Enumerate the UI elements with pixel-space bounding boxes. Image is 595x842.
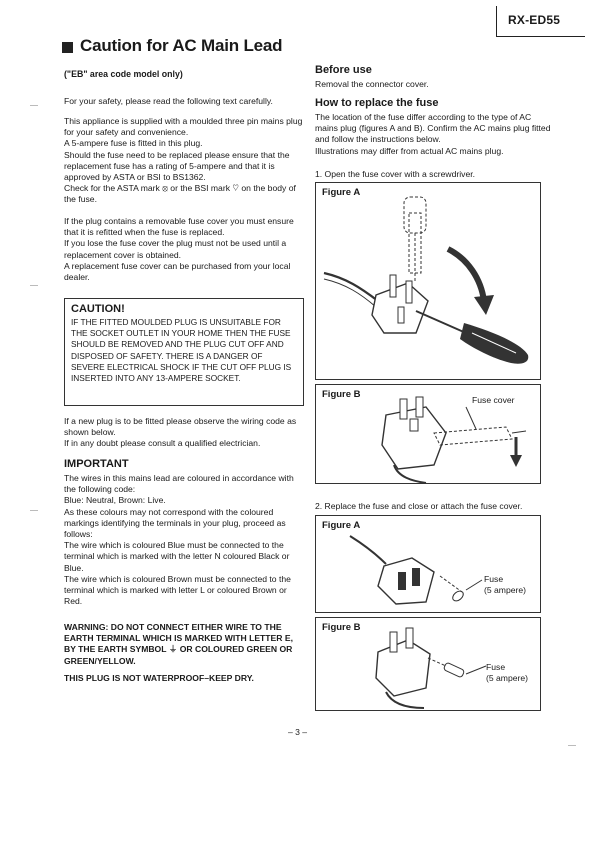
text-line: This appliance is supplied with a moulded three pin mains plug for your safety and convenience.	[64, 116, 303, 138]
page-number: – 3 –	[287, 727, 308, 737]
earth-warning: WARNING: DO NOT CONNECT EITHER WIRE TO THE EARTH TERMINAL WHICH IS MARKED WITH LETTER E, BY THE EARTH SYMBOL ⏚ OR COLOURED GREEN OR GREEN/YELLOW.	[64, 622, 293, 666]
before-use-heading: Before use	[315, 64, 372, 76]
text-line: The wire which is coloured Brown must be connected to the terminal which is marked with letter L or coloured Brown or Red.	[64, 573, 291, 607]
margin-mark	[30, 285, 38, 286]
figure-b-open-cover	[315, 384, 541, 484]
text-line: A 5-ampere fuse is fitted in this plug.	[64, 138, 203, 149]
wiring-code-paragraph	[64, 416, 304, 450]
figure-a-replace-fuse	[315, 515, 541, 613]
text-line: Should the fuse need to be replaced please ensure that the replacement fuse has a rating of 5-ampere and that it is approved by ASTA or BSI to BS1362.	[64, 149, 290, 183]
title-bullet-icon	[62, 42, 73, 53]
callout-line: (5 ampere)	[486, 673, 529, 683]
text-line: If the plug contains a removable fuse cover you must ensure that it is refitted when the fuse is replaced.	[64, 216, 294, 238]
waterproof-notice: THIS PLUG IS NOT WATERPROOF–KEEP DRY.	[64, 673, 254, 683]
figure-label: Figure A	[322, 520, 361, 531]
model-number: RX-ED55	[508, 13, 561, 27]
fuse-callout	[486, 662, 528, 684]
figure-b-replace-fuse	[315, 617, 541, 711]
before-use-text: Removal the connector cover.	[315, 79, 429, 89]
text-line: If you lose the fuse cover the plug must not be used until a replacement cover is obtained.	[64, 238, 287, 260]
callout-line: Fuse	[486, 662, 506, 672]
fuse-cover-callout: Fuse cover	[472, 395, 515, 405]
figure-label: Figure B	[322, 389, 361, 400]
how-to-heading: How to replace the fuse	[315, 97, 439, 109]
important-heading: IMPORTANT	[64, 458, 129, 470]
text-line: If in any doubt please consult a qualified electrician.	[64, 438, 261, 449]
figure-label: Figure B	[322, 622, 361, 633]
caution-box	[64, 298, 304, 406]
margin-mark	[30, 510, 38, 511]
text-line: Illustrations may differ from actual AC mains plug.	[315, 145, 504, 156]
text-line: Check for the ASTA mark ⦻ or the BSI mark ♡ on the body of the fuse.	[64, 183, 296, 205]
area-code-subtitle: ("EB" area code model only)	[64, 69, 183, 79]
caution-title: CAUTION!	[71, 303, 125, 315]
callout-line: (5 ampere)	[484, 585, 527, 595]
caution-text: IF THE FITTED MOULDED PLUG IS UNSUITABLE FOR THE SOCKET OUTLET IN YOUR HOME THEN THE FUSE SHOULD BE REMOVED AND THE PLUG CUT OFF AND DISPOSED OF SAFETY. THERE IS A DANGER OF SEVERE ELECTRICAL SHOCK IF THE CUT OFF PLUG IS INSERTED INTO ANY 13-AMPERE SOCKET.	[71, 317, 292, 384]
text-line: As these colours may not correspond with the coloured markings identifying the terminals in your plug, proceed as follows:	[64, 506, 286, 540]
step-2-text: 2. Replace the fuse and close or attach the fuse cover.	[315, 501, 523, 511]
text-line: The wire which is coloured Blue must be connected to the terminal which is marked with the letter N coloured Black or Blue.	[64, 540, 290, 573]
important-text	[64, 473, 304, 607]
page-title: Caution for AC Main Lead	[80, 36, 283, 55]
text-line: A replacement fuse cover can be purchased from your local dealer.	[64, 260, 291, 283]
intro-text: For your safety, please read the following text carefully.	[64, 96, 273, 106]
text-line: The wires in this mains lead are coloured in accordance with the following code:	[64, 473, 294, 495]
step-1-text: 1. Open the fuse cover with a screwdriver.	[315, 169, 476, 179]
text-line: If a new plug is to be fitted please observe the wiring code as shown below.	[64, 416, 297, 438]
how-to-text	[315, 112, 555, 157]
fuse-callout	[484, 574, 526, 596]
fuse-cover-paragraph	[64, 216, 304, 283]
callout-line: Fuse	[484, 574, 504, 584]
figure-label: Figure A	[322, 187, 361, 198]
plug-fuse-a-illustration	[316, 516, 542, 614]
fuse-info-paragraph	[64, 116, 304, 206]
text-line: The location of the fuse differ according to the type of AC mains plug (figures A and B). Confirm the AC mains plug fitted and follow the instructions below.	[315, 112, 551, 145]
plug-screwdriver-illustration	[316, 183, 542, 381]
margin-mark	[568, 745, 576, 746]
text-line: Blue: Neutral, Brown: Live.	[64, 495, 166, 506]
margin-mark	[30, 105, 38, 106]
figure-a-open-cover	[315, 182, 541, 380]
